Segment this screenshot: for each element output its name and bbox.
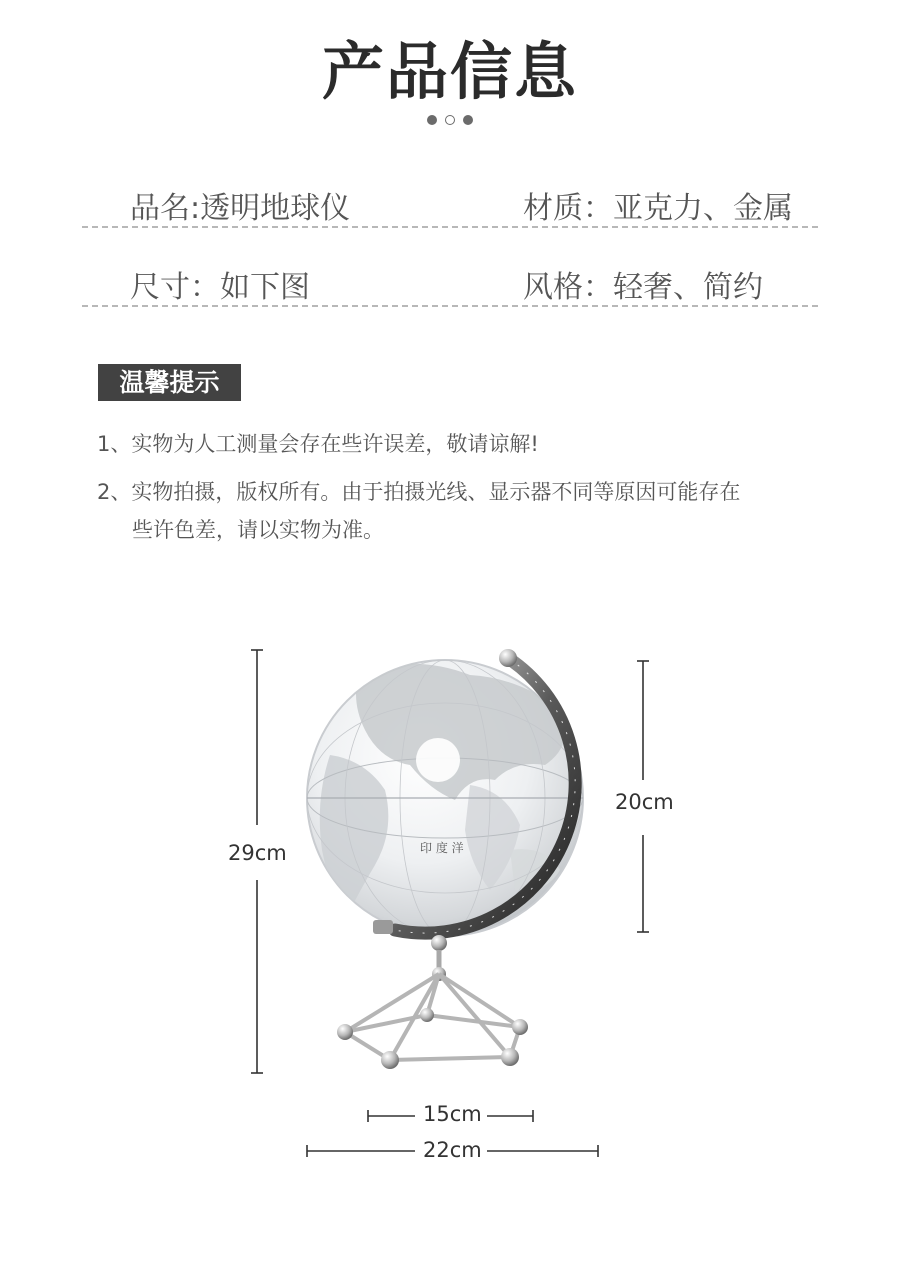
dimension-total-width: 22cm bbox=[423, 1138, 482, 1162]
stand-ball bbox=[431, 935, 447, 951]
bottom-pivot bbox=[373, 920, 393, 934]
dot-hollow-icon bbox=[445, 115, 455, 125]
dashed-divider bbox=[82, 226, 818, 228]
product-figure bbox=[0, 560, 900, 1200]
spec-size: 尺寸：如下图 bbox=[130, 270, 310, 305]
globe-ocean-label: 印 度 洋 bbox=[420, 841, 464, 855]
dimension-total-height: 29cm bbox=[228, 841, 287, 865]
tip-line-2: 2、实物拍摄，版权所有。由于拍摄光线、显示器不同等原因可能存在 bbox=[97, 480, 741, 504]
spec-style: 风格：轻奢、简约 bbox=[523, 270, 763, 305]
spec-material: 材质：亚克力、金属 bbox=[523, 191, 793, 226]
top-pivot-ball bbox=[499, 649, 517, 667]
dimension-globe-height: 20cm bbox=[615, 790, 674, 814]
dimension-base-width: 15cm bbox=[423, 1102, 482, 1126]
tips-badge: 温馨提示 bbox=[98, 364, 241, 401]
dashed-divider bbox=[82, 305, 818, 307]
dot-icon bbox=[427, 115, 437, 125]
decorative-dots bbox=[0, 109, 900, 128]
dot-icon bbox=[463, 115, 473, 125]
tip-line-2-continued: 些许色差，请以实物为准。 bbox=[132, 518, 384, 542]
tip-line-1: 1、实物为人工测量会存在些许误差，敬请谅解! bbox=[97, 432, 539, 456]
page-title: 产品信息 bbox=[321, 35, 578, 108]
spec-product-name: 品名:透明地球仪 bbox=[130, 191, 351, 226]
